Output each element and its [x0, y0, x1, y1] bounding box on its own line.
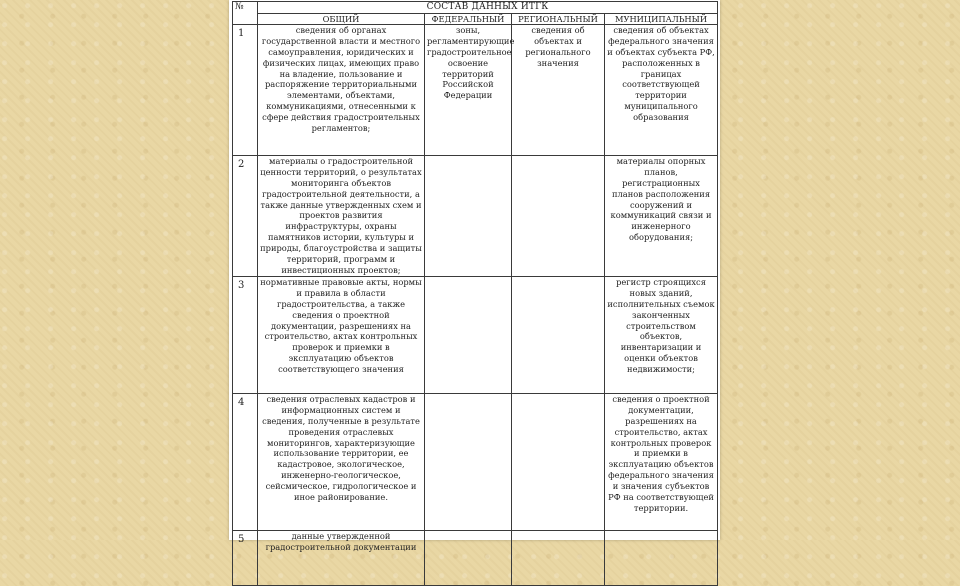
table-row	[233, 155, 718, 276]
cell-federal	[425, 276, 512, 393]
cell-regional: сведения об объектах и регионального значения	[512, 24, 605, 155]
cell-general: материалы о градостроительной ценности территорий, о результатах мониторинга объектов градостроительной деятельности, а также данные утвержденных схем и проектов развития инфраструктуры, охраны памятников истории, культуры и природы, благоустройства и защиты территорий, программ и инвестиционных проектов;	[258, 155, 425, 276]
cell-regional	[512, 276, 605, 393]
column-header-federal: ФЕДЕРАЛЬНЫЙ	[425, 13, 512, 24]
table-row	[233, 276, 718, 393]
itgk-data-table	[232, 1, 718, 586]
table-row	[233, 24, 718, 155]
cell-general: сведения отраслевых кадастров и информационных систем и сведения, полученные в результате проведения отраслевых мониторингов, характеризующие использование территории, ее кадастровое, экологическое, инженерно-геологическое, сейсмическое, гидрологическое и иное районирование.	[258, 393, 425, 530]
cell-regional	[512, 393, 605, 530]
cell-municipal: материалы опорных планов, регистрационных планов расположения сооружений и коммуникаций связи и инженерного оборудования;	[605, 155, 718, 276]
table-row	[233, 530, 718, 585]
cell-municipal: регистр строящихся новых зданий, исполнительных съемок законченных строительством объектов, инвентаризации и оценки объектов недвижимости;	[605, 276, 718, 393]
column-header-general: ОБЩИЙ	[258, 13, 425, 24]
cell-federal	[425, 155, 512, 276]
document-page	[229, 0, 720, 552]
cell-general: сведения об органах государственной власти и местного самоуправления, юридических и физических лицах, имеющих право на владение, пользование и распоряжение территориальными элементами, объектами, коммуникациями, отнесенными к сфере действия градостроительных регламентов;	[258, 24, 425, 155]
number-header: №	[233, 2, 258, 25]
cell-federal	[425, 530, 512, 585]
cell-federal: зоны, регламентирующие градостроительное освоение территорий Российской Федерации	[425, 24, 512, 155]
row-number: 5	[233, 530, 258, 585]
cell-general: данные утвержденной градостроительной документации	[258, 530, 425, 585]
cell-federal	[425, 393, 512, 530]
row-number: 4	[233, 393, 258, 530]
row-number: 3	[233, 276, 258, 393]
cell-municipal: сведения о проектной документации, разрешениях на строительство, актах контрольных проверок и приемки в эксплуатацию объектов федерального значения и значения субъектов РФ на соответствующей территории.	[605, 393, 718, 530]
row-number: 1	[233, 24, 258, 155]
row-number: 2	[233, 155, 258, 276]
cell-general: нормативные правовые акты, нормы и правила в области градостроительства, а также сведения о проектной документации, разрешениях на строительство, актах контрольных проверок и приемки в эксплуатацию объектов соответствующего значения	[258, 276, 425, 393]
cell-regional	[512, 155, 605, 276]
column-header-municipal: МУНИЦИПАЛЬНЫЙ	[605, 13, 718, 24]
table-row	[233, 393, 718, 530]
column-header-regional: РЕГИОНАЛЬНЫЙ	[512, 13, 605, 24]
table-title: СОСТАВ ДАННЫХ ИТГК	[258, 2, 718, 14]
column-header-row	[233, 13, 718, 24]
title-row	[233, 2, 718, 14]
cell-municipal	[605, 530, 718, 585]
cell-municipal: сведения об объектах федерального значения и объектах субъекта РФ, расположенных в границах соответствующей территории муниципального образования	[605, 24, 718, 155]
cell-regional	[512, 530, 605, 585]
